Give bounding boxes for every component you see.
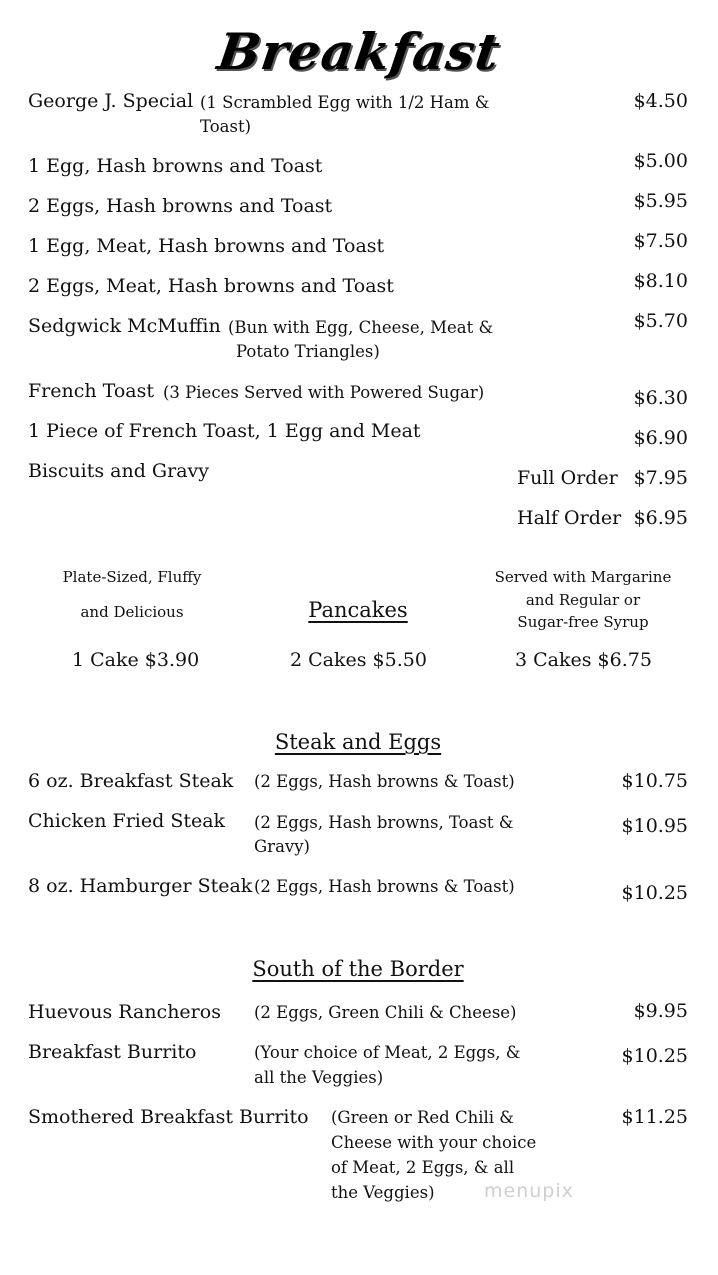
menu-item-desc: (2 Eggs, Hash browns, Toast & (254, 813, 514, 832)
pancakes-title: Pancakes (308, 598, 408, 622)
section-title: South of the Border (252, 957, 464, 981)
menu-item-price: $9.95 (633, 1000, 688, 1022)
pancakes-price: 1 Cake $3.90 (72, 649, 200, 671)
menu-item-price: $6.30 (633, 387, 688, 409)
pancakes-price: 2 Cakes $5.50 (290, 649, 427, 671)
menu-item-name: Biscuits and Gravy (28, 460, 209, 482)
menu-item-price: $10.75 (621, 770, 688, 792)
menu-item-desc: (2 Eggs, Green Chili & Cheese) (254, 1003, 517, 1022)
menu-item-name: 1 Egg, Hash browns and Toast (28, 155, 323, 177)
menu-item-desc: (3 Pieces Served with Powered Sugar) (163, 383, 485, 402)
menu-item-price: $10.95 (621, 815, 688, 837)
page-title: Breakfast (214, 22, 504, 81)
menu-item-desc: the Veggies) (331, 1183, 435, 1202)
menu-item-name: Smothered Breakfast Burrito (28, 1106, 309, 1128)
menu-item-desc: (2 Eggs, Hash browns & Toast) (254, 772, 515, 791)
menu-item-desc: all the Veggies) (254, 1068, 384, 1087)
menu-item-desc: Toast) (200, 117, 252, 136)
menu-item-price: $10.25 (621, 882, 688, 904)
watermark: menupix (484, 1180, 574, 1202)
menu-item-name: Huevous Rancheros (28, 1001, 221, 1023)
full-order-label: Full Order (517, 467, 618, 489)
pancakes-note-right: Served with Margarine (494, 568, 672, 586)
menu-item-name: George J. Special (28, 90, 194, 112)
menu-item-name: 2 Eggs, Meat, Hash browns and Toast (28, 275, 394, 297)
menu-item-desc: (Bun with Egg, Cheese, Meat & (228, 318, 494, 337)
menu-item-name: 1 Piece of French Toast, 1 Egg and Meat (28, 420, 421, 442)
menu-item-desc: (Green or Red Chili & (331, 1108, 514, 1127)
menu-item-price: $6.95 (633, 507, 688, 529)
menu-item-desc: (Your choice of Meat, 2 Eggs, & (254, 1043, 521, 1062)
menu-item-price: $7.95 (633, 467, 688, 489)
menu-item-price: $5.95 (633, 190, 688, 212)
menu-item-price: $6.90 (633, 427, 688, 449)
menu-item-name: 6 oz. Breakfast Steak (28, 770, 234, 792)
pancakes-note-right: and Regular or (525, 591, 641, 609)
menu-item-price: $10.25 (621, 1045, 688, 1067)
menu-item-name: 8 oz. Hamburger Steak (28, 875, 253, 897)
pancakes-note-left: Plate-Sized, Fluffy (62, 568, 202, 586)
menu-item-price: $7.50 (633, 230, 688, 252)
menu-item-price: $8.10 (633, 270, 688, 292)
menu-item-price: $5.70 (633, 310, 688, 332)
menu-item-desc: (2 Eggs, Hash browns & Toast) (254, 877, 515, 896)
pancakes-price: 3 Cakes $6.75 (515, 649, 652, 671)
menu-item-desc: Potato Triangles) (236, 342, 380, 361)
pancakes-note-right: Sugar-free Syrup (517, 613, 649, 631)
pancakes-note-left: and Delicious (80, 603, 184, 621)
menu-item-price: $11.25 (621, 1106, 688, 1128)
menu-item-name: 1 Egg, Meat, Hash browns and Toast (28, 235, 385, 257)
menu-item-desc: of Meat, 2 Eggs, & all (331, 1158, 515, 1177)
menu-item-name: French Toast (28, 380, 155, 402)
menu-item-desc: (1 Scrambled Egg with 1/2 Ham & (200, 93, 490, 112)
menu-item-price: $5.00 (633, 150, 688, 172)
section-title: Steak and Eggs (274, 730, 442, 754)
menu-item-price: $4.50 (633, 90, 688, 112)
menu-item-desc: Cheese with your choice (331, 1133, 537, 1152)
half-order-label: Half Order (517, 507, 622, 529)
menu-item-name: 2 Eggs, Hash browns and Toast (28, 195, 333, 217)
menu-item-name: Sedgwick McMuffin (28, 315, 221, 337)
menu-item-name: Breakfast Burrito (28, 1041, 197, 1063)
menu-item-desc: Gravy) (254, 837, 310, 856)
menu-item-name: Chicken Fried Steak (28, 810, 226, 832)
